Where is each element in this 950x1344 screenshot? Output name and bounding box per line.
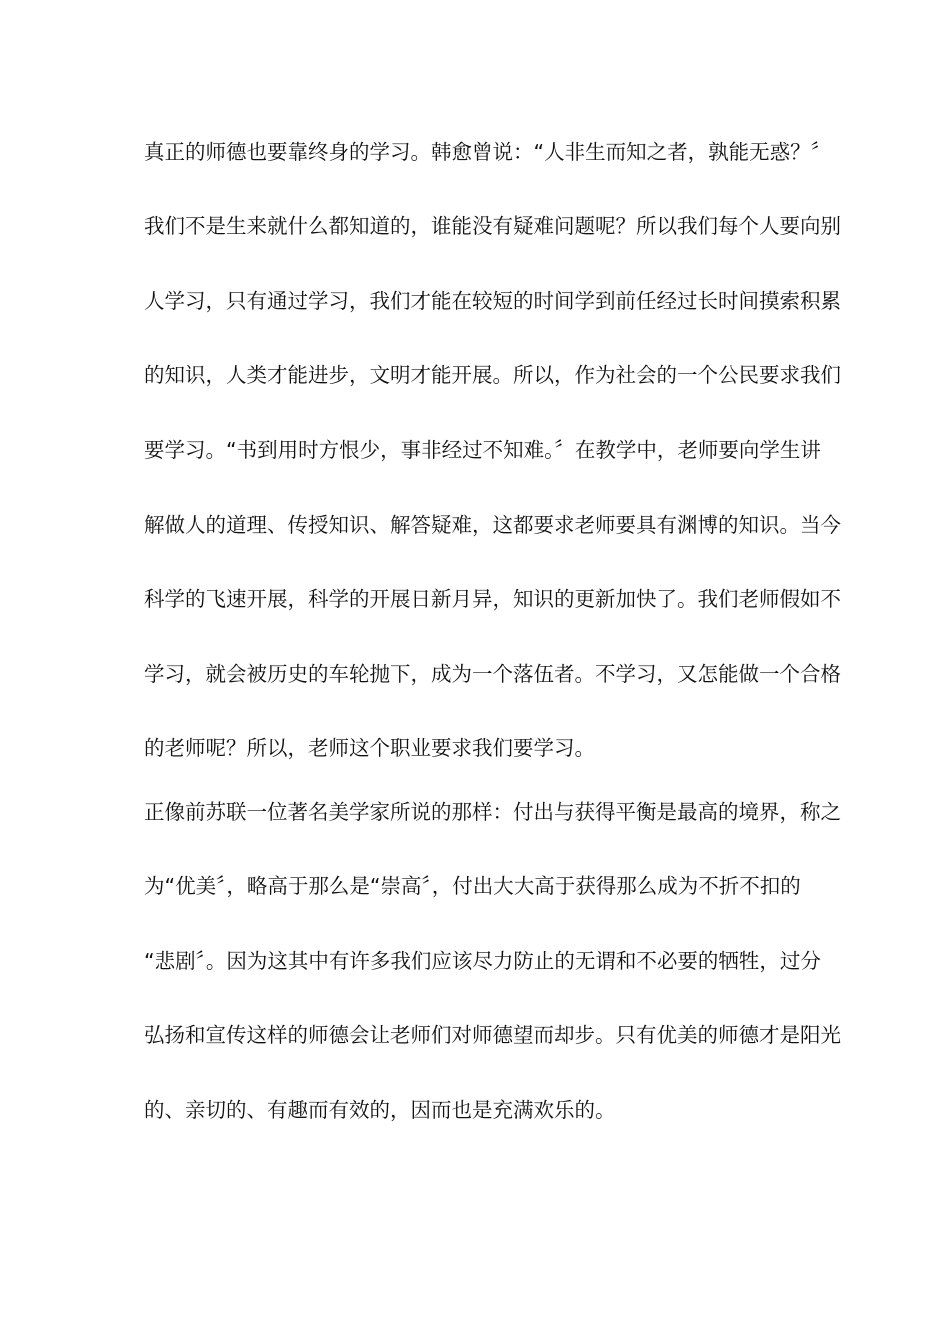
paragraph-1-line-9: 的老师呢？所以，老师这个职业要求我们要学习。 [144,736,595,760]
paragraph-2-line-3: “悲剧〞。因为这其中有许多我们应该尽力防止的无谓和不必要的牺牲，过分 [144,949,821,973]
paragraph-1-line-1: 真正的师德也要靠终身的学习。韩愈曾说：“人非生而知之者，孰能无惑？〞 [144,140,832,164]
paragraph-1-line-2: 我们不是生来就什么都知道的，谁能没有疑难问题呢？所以我们每个人要向别 [144,214,841,238]
paragraph-2-line-2: 为“优美〞，略高于那么是“崇高〞，付出大大高于获得那么成为不折不扣的 [144,874,801,898]
paragraph-1-line-3: 人学习，只有通过学习，我们才能在较短的时间学到前任经过长时间摸索积累 [144,289,841,313]
paragraph-2-line-4: 弘扬和宣传这样的师德会让老师们对师德望而却步。只有优美的师德才是阳光 [144,1023,841,1047]
paragraph-2-line-1: 正像前苏联一位著名美学家所说的那样：付出与获得平衡是最高的境界，称之 [144,800,841,824]
paragraph-2-line-5: 的、亲切的、有趣而有效的，因而也是充满欢乐的。 [144,1098,616,1122]
paragraph-1-line-4: 的知识，人类才能进步，文明才能开展。所以，作为社会的一个公民要求我们 [144,363,841,387]
paragraph-1-line-5: 要学习。“书到用时方恨少，事非经过不知难。〞在教学中，老师要向学生讲 [144,438,821,462]
paragraph-1-line-6: 解做人的道理、传授知识、解答疑难，这都要求老师要具有渊博的知识。当今 [144,513,841,537]
paragraph-1-line-7: 科学的飞速开展，科学的开展日新月异，知识的更新加快了。我们老师假如不 [144,587,841,611]
paragraph-1-line-8: 学习，就会被历史的车轮抛下，成为一个落伍者。不学习，又怎能做一个合格 [144,662,841,686]
